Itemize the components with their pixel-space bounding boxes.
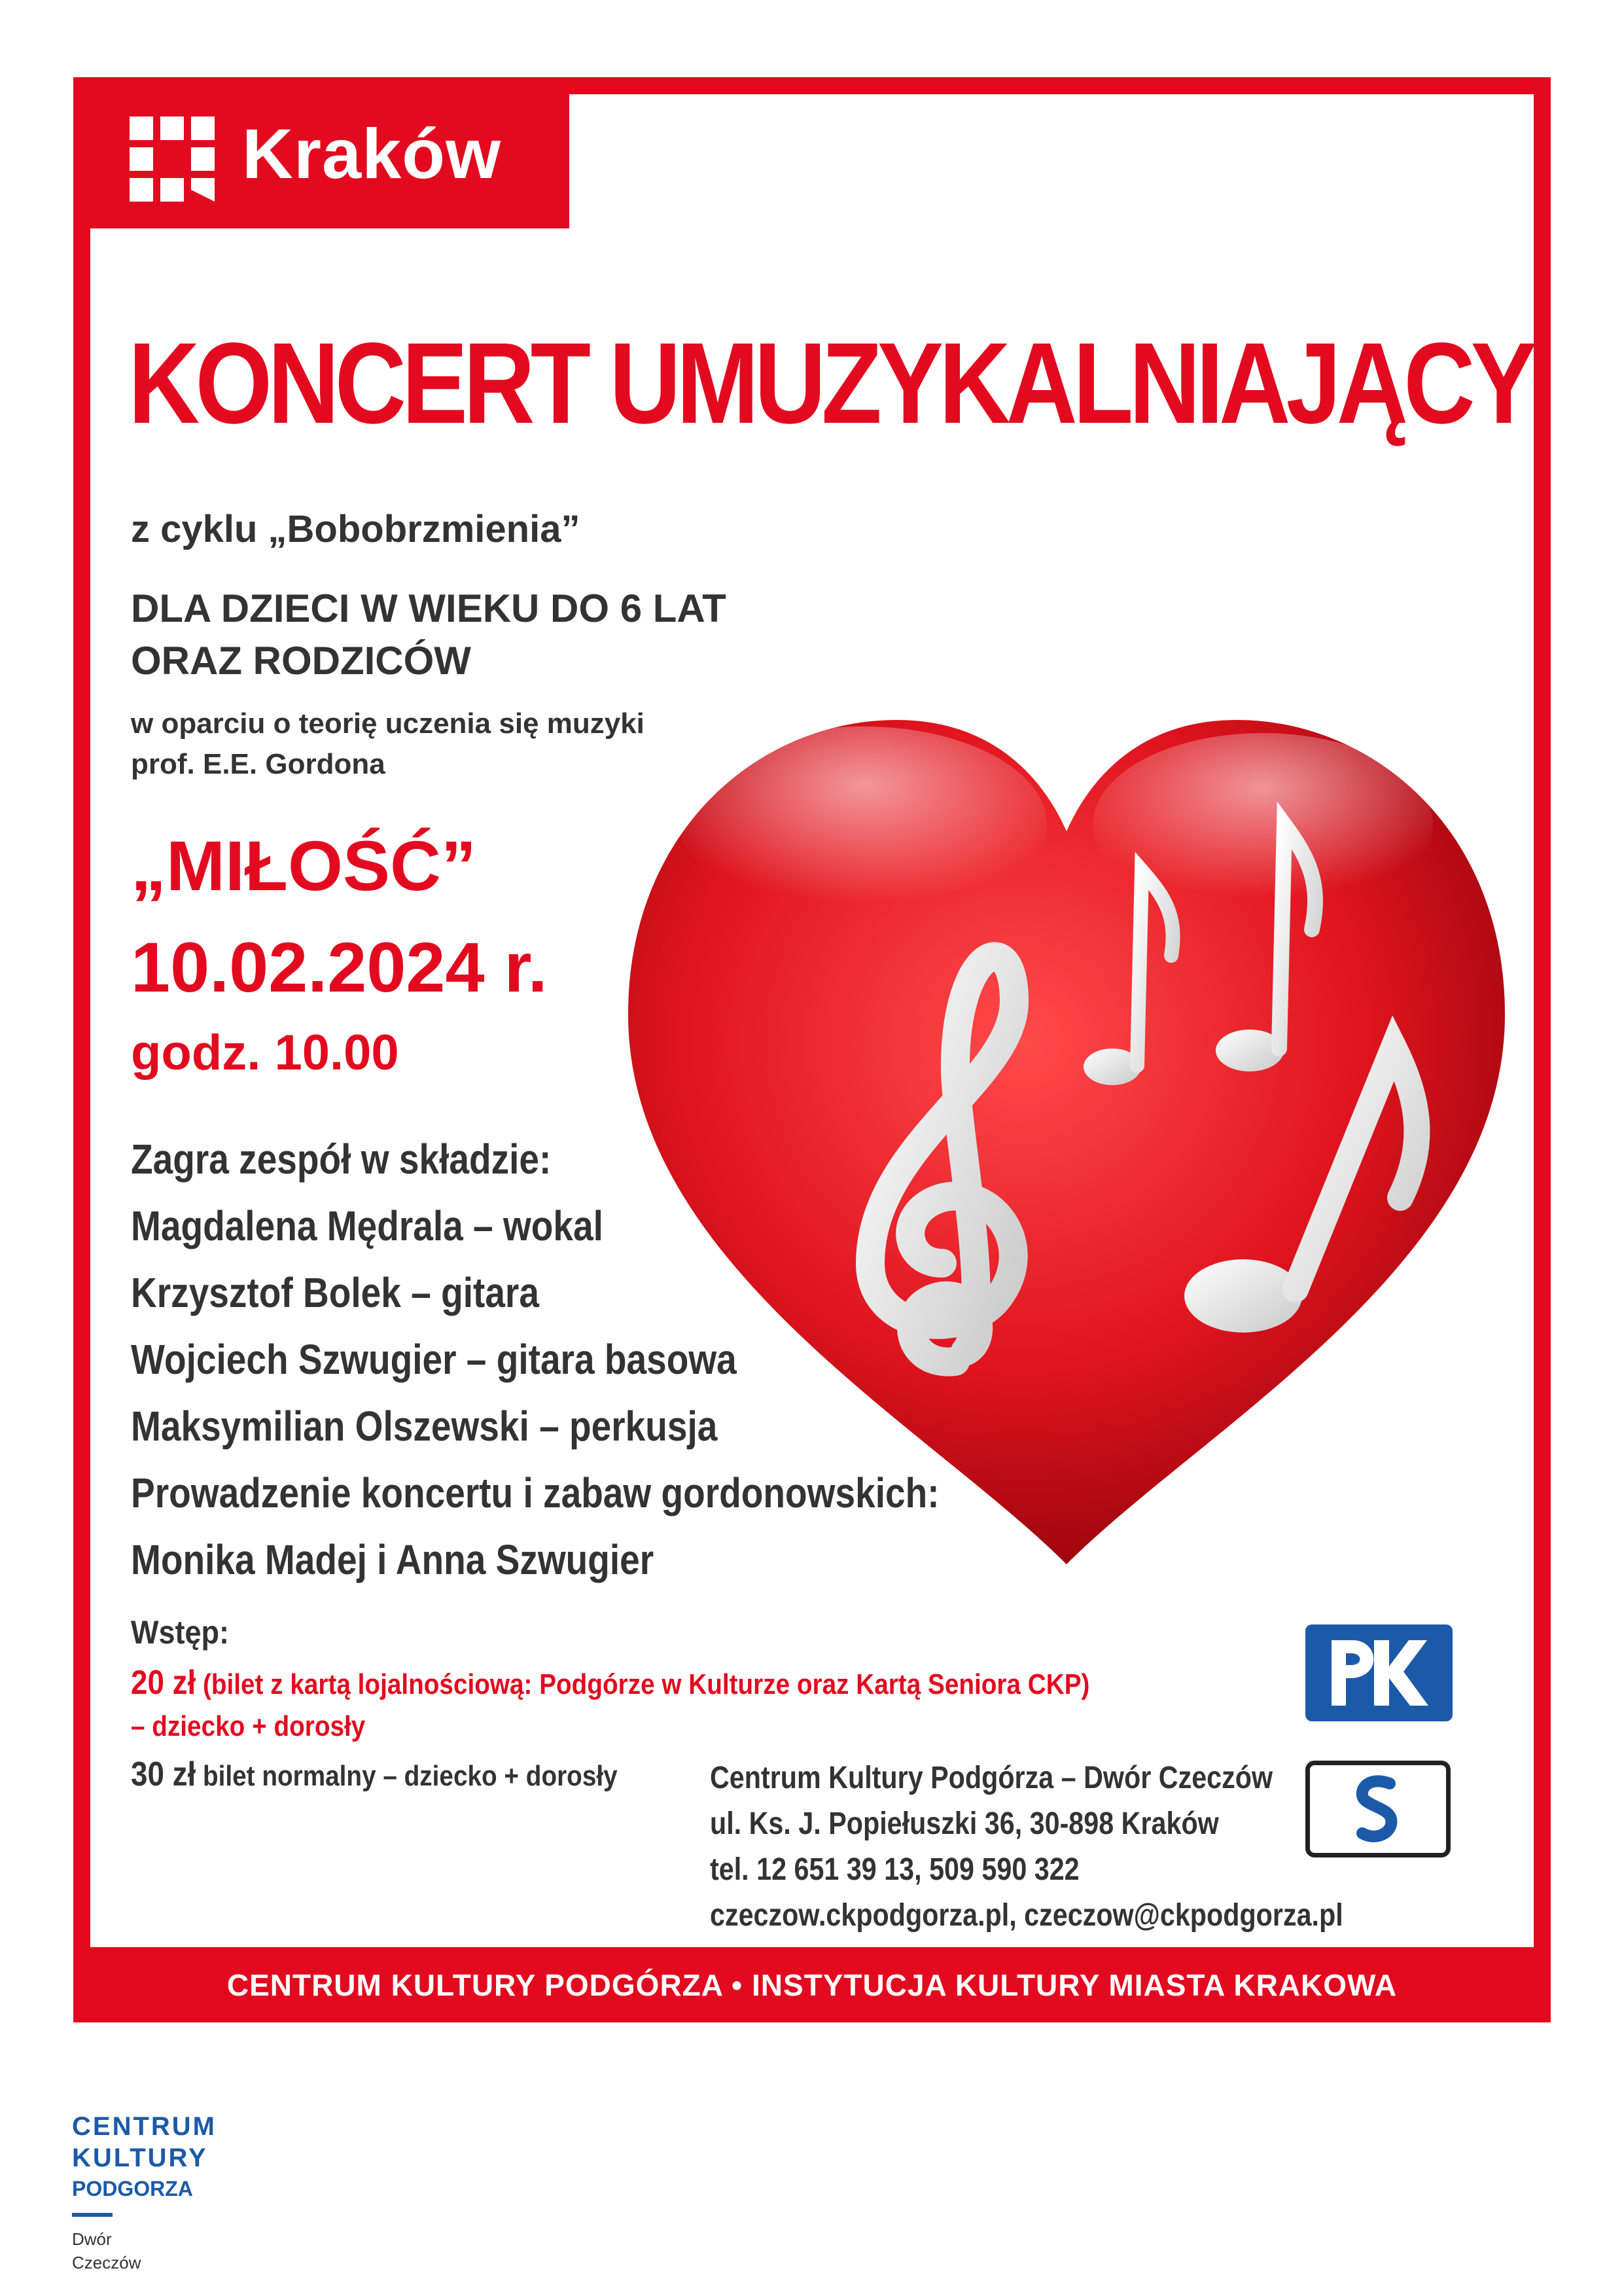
concert-hour: godz. 10.00: [131, 1025, 399, 1081]
normal-note: bilet normalny – dziecko + dorosły: [202, 1760, 618, 1792]
reduced-price: 20 zł: [131, 1664, 196, 1702]
contact-line: tel. 12 651 39 13, 509 590 322: [710, 1852, 1080, 1887]
tickets-label: Wstęp:: [131, 1614, 229, 1651]
event-title: KONCERT UMUZYKALNIAJĄCY: [128, 319, 1532, 448]
ckp-logo-line: Czeczów: [72, 2253, 141, 2272]
footer-text: CENTRUM KULTURY PODGÓRZA • INSTYTUCJA KULTURY MIASTA KRAKOWA: [226, 1967, 1398, 2002]
krakow-brand-box: [90, 94, 569, 228]
krakow-logo-icon: [130, 117, 215, 202]
s-logo-icon: [1305, 1761, 1451, 1857]
lineup-line: Prowadzenie koncertu i zabaw gordonowskich:: [131, 1469, 940, 1516]
krakow-brand-name: Kraków: [242, 114, 502, 193]
ckp-logo-line: CENTRUM: [72, 2112, 217, 2141]
method-info: [131, 704, 644, 785]
ckp-logo-divider: [72, 2213, 113, 2217]
ckp-logo-line: PODGORZA: [72, 2177, 193, 2200]
footer-band: [73, 1947, 1551, 2022]
contact-line: ul. Ks. J. Popiełuszki 36, 30-898 Kraków: [710, 1806, 1219, 1841]
normal-price: 30 zł: [131, 1755, 196, 1793]
ckp-logo: [72, 2111, 217, 2274]
event-series: z cyklu „Bobobrzmienia”: [131, 508, 580, 550]
contact-line: Centrum Kultury Podgórza – Dwór Czeczów: [710, 1761, 1273, 1795]
lineup-line: Magdalena Mędrala – wokal: [131, 1202, 603, 1249]
ckp-logo-line: KULTURY: [72, 2144, 208, 2172]
lineup-line: Krzysztof Bolek – gitara: [131, 1269, 539, 1316]
reduced-who: – dziecko + dorosły: [131, 1710, 366, 1742]
method-line: w oparciu o teorię uczenia się muzyki: [131, 708, 644, 740]
band-lineup: [131, 1126, 1071, 1593]
lineup-line: Monika Madej i Anna Szwugier: [131, 1536, 654, 1583]
ckp-logo-line: Dwór: [72, 2229, 112, 2249]
reduced-ticket: [131, 1663, 1089, 1702]
audience-line: DLA DZIECI W WIEKU DO 6 LAT: [131, 586, 726, 630]
contact-line: czeczow.ckpodgorza.pl, czeczow@ckpodgorza.pl: [710, 1898, 1343, 1933]
lineup-line: Maksymilian Olszewski – perkusja: [131, 1403, 718, 1450]
pk-logo-icon: [1305, 1624, 1453, 1721]
concert-date: 10.02.2024 r.: [131, 927, 548, 1007]
lineup-line: Wojciech Szwugier – gitara basowa: [131, 1336, 737, 1383]
reduced-note: (bilet z kartą lojalnościową: Podgórze w Kulturze oraz Kartą Seniora CKP): [202, 1668, 1090, 1700]
lineup-line: Zagra zespół w składzie:: [131, 1136, 552, 1183]
method-line: prof. E.E. Gordona: [131, 748, 385, 780]
audience-line: ORAZ RODZICÓW: [131, 639, 471, 683]
concert-theme: „MIŁOŚĆ”: [131, 826, 476, 905]
audience-info: [131, 583, 726, 687]
